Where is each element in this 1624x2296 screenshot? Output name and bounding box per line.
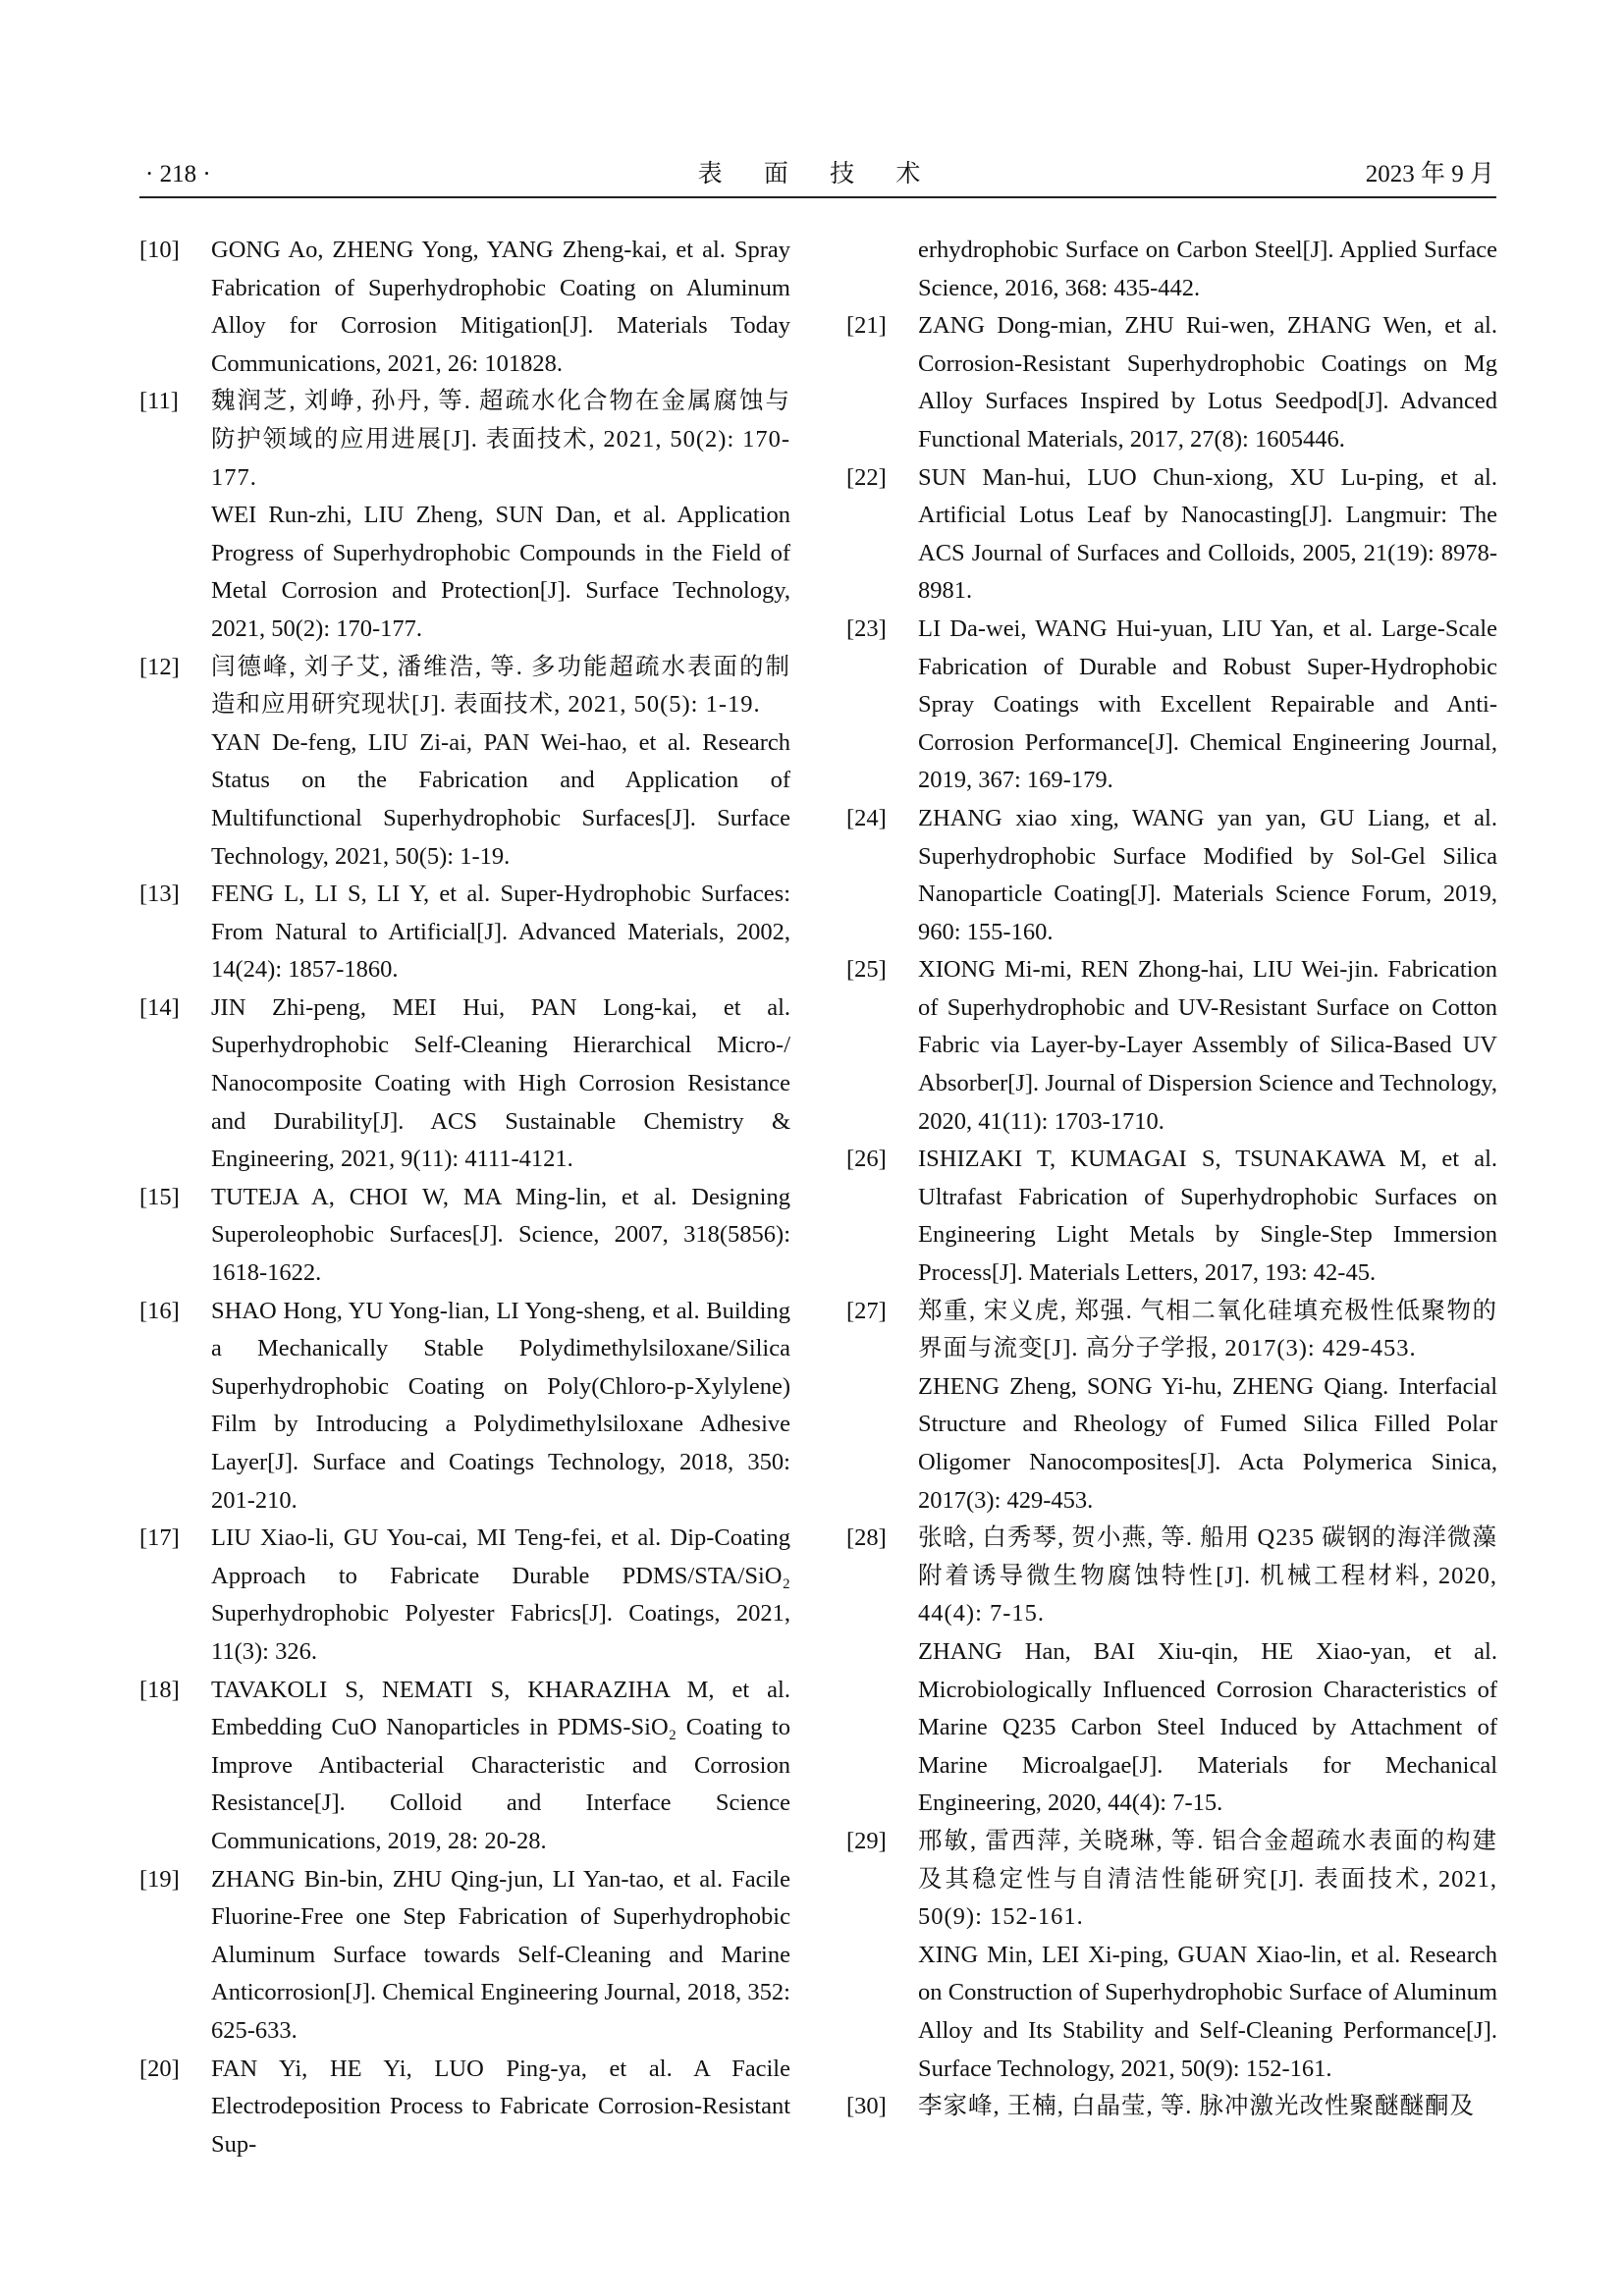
- reference-number: [15]: [139, 1183, 180, 1210]
- reference-number: [14]: [139, 993, 180, 1021]
- reference-number: [10]: [139, 237, 180, 263]
- reference-item: [846, 459, 1497, 611]
- reference-continuation: erhydrophobic Surface on Carbon Steel[J]. Applied Surface Science, 2016, 368: 435-442.: [918, 237, 1497, 301]
- reference-text-en: ZHENG Zheng, SONG Yi-hu, ZHENG Qiang. Interfacial Structure and Rheology of Fumed Silica Filled Polar Oligomer Nanocomposites[J]. Acta Polymerica Sinica, 2017(3): 429-453.: [918, 1372, 1497, 1514]
- reference-text: ZHANG Bin-bin, ZHU Qing-jun, LI Yan-tao, et al. Facile Fluorine-Free one Step Fabrication of Superhydrophobic Aluminum Surface towards Self-Cleaning and Marine Anticorrosion[J]. Chemical Engineering Journal, 2018, 352: 625-633.: [211, 1865, 790, 2044]
- reference-number: [13]: [139, 881, 180, 908]
- reference-text: SUN Man-hui, LUO Chun-xiong, XU Lu-ping, et al. Artificial Lotus Leaf by Nanocasting[J]. Langmuir: The ACS Journal of Surfaces and Colloids, 2005, 21(19): 8978-8981.: [918, 463, 1497, 605]
- reference-text-cn: 闫德峰, 刘子艾, 潘维浩, 等. 多功能超疏水表面的制造和应用研究现状[J]. 表面技术, 2021, 50(5): 1-19.: [211, 653, 790, 719]
- reference-item: [846, 951, 1497, 1141]
- reference-number: [17]: [139, 1524, 180, 1552]
- reference-text: ZANG Dong-mian, ZHU Rui-wen, ZHANG Wen, et al. Corrosion-Resistant Superhydrophobic Coatings on Mg Alloy Surfaces Inspired by Lotus Seedpod[J]. Advanced Functional Materials, 2017, 27(8): 1605446.: [918, 312, 1497, 453]
- reference-item: [846, 2088, 1497, 2126]
- journal-title: 表 面 技 术: [697, 161, 939, 187]
- reference-text-cn: 李家峰, 王楠, 白晶莹, 等. 脉冲激光改性聚醚醚酮及: [918, 2093, 1475, 2120]
- reference-number: [25]: [846, 956, 887, 984]
- reference-text-cn: 郑重, 宋义虎, 郑强. 气相二氧化硅填充极性低聚物的界面与流变[J]. 高分子学报, 2017(3): 429-453.: [918, 1297, 1497, 1362]
- reference-number: [29]: [846, 1827, 887, 1854]
- reference-text: LI Da-wei, WANG Hui-yuan, LIU Yan, et al. Large-Scale Fabrication of Durable and Robust Super-Hydrophobic Spray Coatings with Excellent Repairable and Anti-Corrosion Performance[J]. Chemical Engineering Journal, 2019, 367: 169-179.: [918, 614, 1497, 794]
- reference-text: GONG Ao, ZHENG Yong, YANG Zheng-kai, et al. Spray Fabrication of Superhydrophobic Coating on Aluminum Alloy for Corrosion Mitigation[J]. Materials Today Communications, 2021, 26: 101828.: [211, 237, 790, 377]
- reference-text-cn: 张晗, 白秀琴, 贺小燕, 等. 船用 Q235 碳钢的海洋微藻附着诱导微生物腐蚀特性[J]. 机械工程材料, 2020, 44(4): 7-15.: [918, 1524, 1497, 1628]
- reference-number: [20]: [139, 2055, 180, 2082]
- reference-text-cn: 邢敏, 雷西萍, 关晓琳, 等. 铝合金超疏水表面的构建及其稳定性与自清洁性能研究[J]. 表面技术, 2021, 50(9): 152-161.: [918, 1827, 1497, 1931]
- reference-item: [846, 800, 1497, 951]
- reference-number: [26]: [846, 1146, 887, 1173]
- reference-item: [139, 989, 790, 1179]
- page-header: [139, 157, 1496, 198]
- reference-text: FAN Yi, HE Yi, LUO Ping-ya, et al. A Facile Electrodeposition Process to Fabricate Corrosion-Resistant Sup-: [211, 2055, 790, 2158]
- reference-number: [16]: [139, 1297, 180, 1324]
- reference-number: [24]: [846, 804, 887, 831]
- reference-item: [139, 383, 790, 648]
- reference-number: [22]: [846, 463, 887, 491]
- reference-item: [846, 1520, 1497, 1823]
- reference-item: [846, 307, 1497, 458]
- reference-number: [19]: [139, 1865, 180, 1893]
- reference-item: [139, 876, 790, 989]
- reference-item: [846, 611, 1497, 800]
- reference-text: ISHIZAKI T, KUMAGAI S, TSUNAKAWA M, et al. Ultrafast Fabrication of Superhydrophobic Surfaces on Engineering Light Metals by Single-Step Immersion Process[J]. Materials Letters, 2017, 193: 42-45.: [918, 1146, 1497, 1287]
- reference-item: [139, 232, 790, 383]
- reference-item: [139, 1861, 790, 2051]
- reference-column-right: [846, 232, 1497, 2126]
- reference-item: [139, 1520, 790, 1671]
- reference-item: [139, 2051, 790, 2164]
- reference-text: TUTEJA A, CHOI W, MA Ming-lin, et al. Designing Superoleophobic Surfaces[J]. Science, 2007, 318(5856): 1618-1622.: [211, 1183, 790, 1287]
- reference-item: [846, 1293, 1497, 1521]
- issue-date: 2023 年 9 月: [1365, 161, 1494, 187]
- reference-item: [139, 1179, 790, 1293]
- reference-text-en: ZHANG Han, BAI Xiu-qin, HE Xiao-yan, et al. Microbiologically Influenced Corrosion Characteristics of Marine Q235 Carbon Steel Induced by Attachment of Marine Microalgae[J]. Materials for Mechanical Engineering, 2020, 44(4): 7-15.: [918, 1637, 1497, 1817]
- reference-number: [12]: [139, 653, 180, 680]
- reference-number: [11]: [139, 388, 179, 415]
- reference-column-left: [139, 232, 790, 2163]
- reference-number: [27]: [846, 1297, 887, 1324]
- reference-number: [23]: [846, 614, 887, 642]
- reference-item: [139, 1293, 790, 1521]
- reference-text: SHAO Hong, YU Yong-lian, LI Yong-sheng, et al. Building a Mechanically Stable Polydimethylsiloxane/Silica Superhydrophobic Coating on Poly(Chloro-p-Xylylene) Film by Introducing a Polydimethylsiloxane Adhesive Layer[J]. Surface and Coatings Technology, 2018, 350: 201-210.: [211, 1297, 790, 1514]
- reference-text: ZHANG xiao xing, WANG yan yan, GU Liang, et al. Superhydrophobic Surface Modified by Sol-Gel Silica Nanoparticle Coating[J]. Materials Science Forum, 2019, 960: 155-160.: [918, 804, 1497, 945]
- reference-text: LIU Xiao-li, GU You-cai, MI Teng-fei, et al. Dip-Coating Approach to Fabricate Durable PDMS/STA/SiO₂ Superhydrophobic Polyester Fabrics[J]. Coatings, 2021, 11(3): 326.: [211, 1524, 790, 1665]
- page-number: · 218 ·: [145, 161, 211, 187]
- reference-item: [846, 1141, 1497, 1292]
- reference-text-en: XING Min, LEI Xi-ping, GUAN Xiao-lin, et al. Research on Construction of Superhydrophobic Surface of Aluminum Alloy and Its Stability and Self-Cleaning Performance[J]. Surface Technology, 2021, 50(9): 152-161.: [918, 1941, 1497, 2082]
- reference-item: [139, 1672, 790, 1861]
- reference-number: [18]: [139, 1676, 180, 1703]
- reference-text: FENG L, LI S, LI Y, et al. Super-Hydrophobic Surfaces: From Natural to Artificial[J]. Advanced Materials, 2002, 14(24): 1857-1860.: [211, 881, 790, 984]
- reference-text-en: YAN De-feng, LIU Zi-ai, PAN Wei-hao, et al. Research Status on the Fabrication and Application of Multifunctional Superhydrophobic Surfaces[J]. Surface Technology, 2021, 50(5): 1-19.: [211, 728, 790, 870]
- reference-number: [28]: [846, 1524, 887, 1552]
- reference-text: JIN Zhi-peng, MEI Hui, PAN Long-kai, et al. Superhydrophobic Self-Cleaning Hierarchical Micro-/ Nanocomposite Coating with High Corrosion Resistance and Durability[J]. ACS Sustainable Chemistry & Engineering, 2021, 9(11): 4111-4121.: [211, 993, 790, 1173]
- reference-text: XIONG Mi-mi, REN Zhong-hai, LIU Wei-jin. Fabrication of Superhydrophobic and UV-Resistant Surface on Cotton Fabric via Layer-by-Layer Assembly of Silica-Based UV Absorber[J]. Journal of Dispersion Science and Technology, 2020, 41(11): 1703-1710.: [918, 956, 1497, 1135]
- reference-text-en: WEI Run-zhi, LIU Zheng, SUN Dan, et al. Application Progress of Superhydrophobic Compounds in the Field of Metal Corrosion and Protection[J]. Surface Technology, 2021, 50(2): 170-177.: [211, 502, 790, 642]
- reference-item: [846, 1823, 1497, 2088]
- reference-item: [139, 649, 790, 877]
- reference-number: [21]: [846, 312, 887, 340]
- reference-text: TAVAKOLI S, NEMATI S, KHARAZIHA M, et al. Embedding CuO Nanoparticles in PDMS-SiO₂ Coating to Improve Antibacterial Characteristic and Corrosion Resistance[J]. Colloid and Interface Science Communications, 2019, 28: 20-28.: [211, 1676, 790, 1854]
- reference-number: [30]: [846, 2093, 887, 2120]
- reference-text-cn: 魏润芝, 刘峥, 孙丹, 等. 超疏水化合物在金属腐蚀与防护领域的应用进展[J]. 表面技术, 2021, 50(2): 170-177.: [211, 388, 790, 491]
